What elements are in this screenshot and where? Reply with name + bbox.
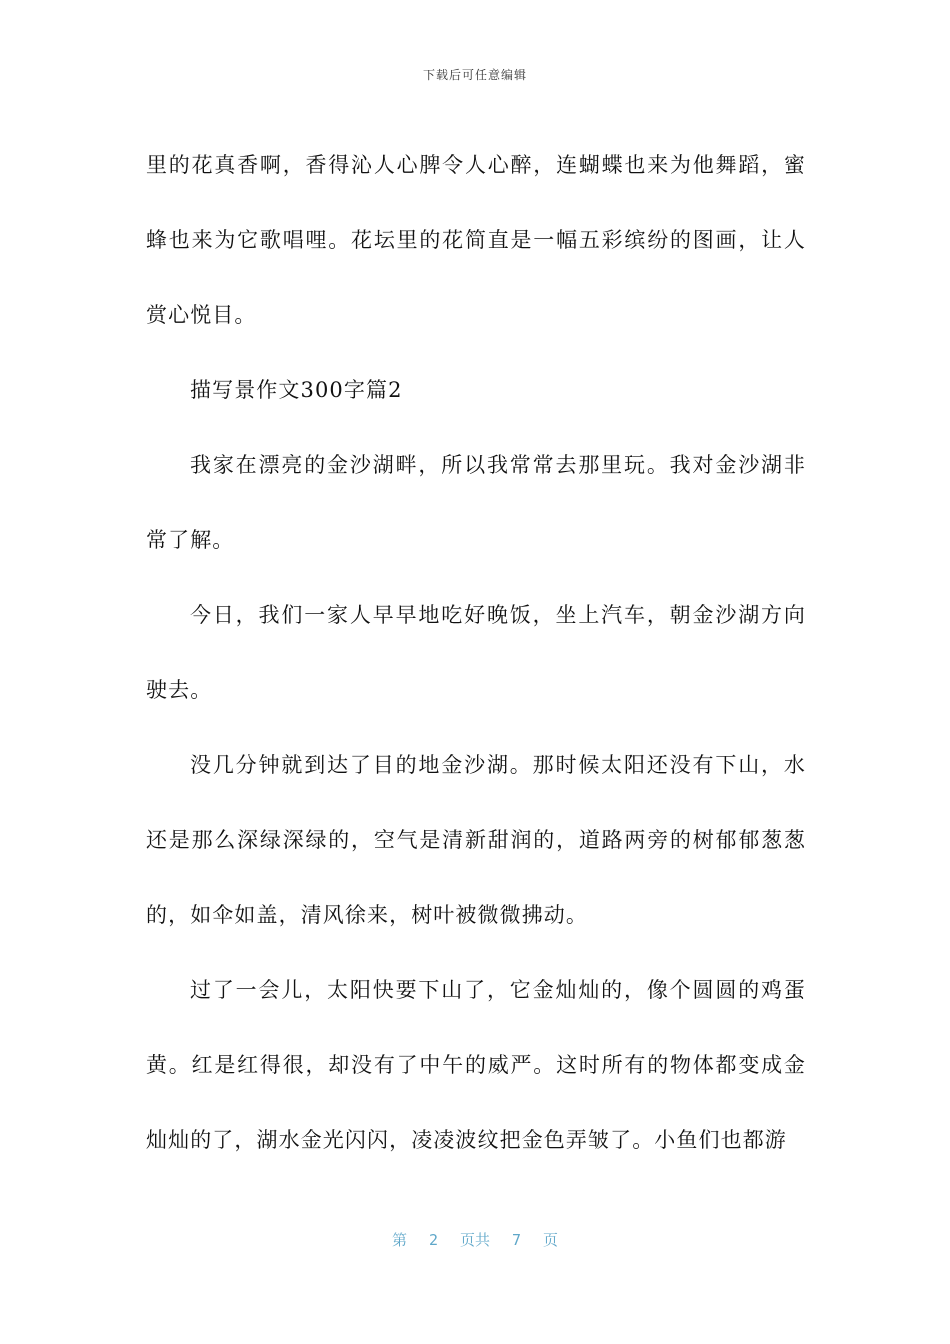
page-current: 2 — [428, 1231, 438, 1249]
document-body — [146, 128, 806, 1178]
page-total: 7 — [512, 1231, 522, 1249]
page-label-mid: 页共 — [459, 1231, 490, 1249]
page-label-prefix: 第 — [391, 1231, 407, 1249]
section-heading: 描写景作文300字篇2 — [190, 378, 403, 402]
page-header-note: 下载后可任意编辑 — [422, 68, 527, 82]
paragraph: 没几分钟就到达了目的地金沙湖。那时候太阳还没有下山，水还是那么深绿深绿的，空气是清新甜润的，道路两旁的树郁郁葱葱的，如伞如盖，清风徐来，树叶被微微拂动。 — [146, 753, 806, 927]
paragraph-continued: 里的花真香啊，香得沁人心脾令人心醉，连蝴蝶也来为他舞蹈，蜜蜂也来为它歌唱哩。花坛里的花简直是一幅五彩缤纷的图画，让人赏心悦目。 — [146, 153, 806, 327]
page-footer — [0, 1229, 950, 1250]
page-label-suffix: 页 — [543, 1231, 559, 1249]
paragraph: 我家在漂亮的金沙湖畔，所以我常常去那里玩。我对金沙湖非常了解。 — [146, 453, 806, 552]
paragraph: 过了一会儿，太阳快要下山了，它金灿灿的，像个圆圆的鸡蛋黄。红是红得很，却没有了中午的威严。这时所有的物体都变成金灿灿的了，湖水金光闪闪，凌凌波纹把金色弄皱了。小鱼们也都游 — [146, 978, 806, 1152]
paragraph: 今日，我们一家人早早地吃好晚饭，坐上汽车，朝金沙湖方向驶去。 — [146, 603, 806, 702]
